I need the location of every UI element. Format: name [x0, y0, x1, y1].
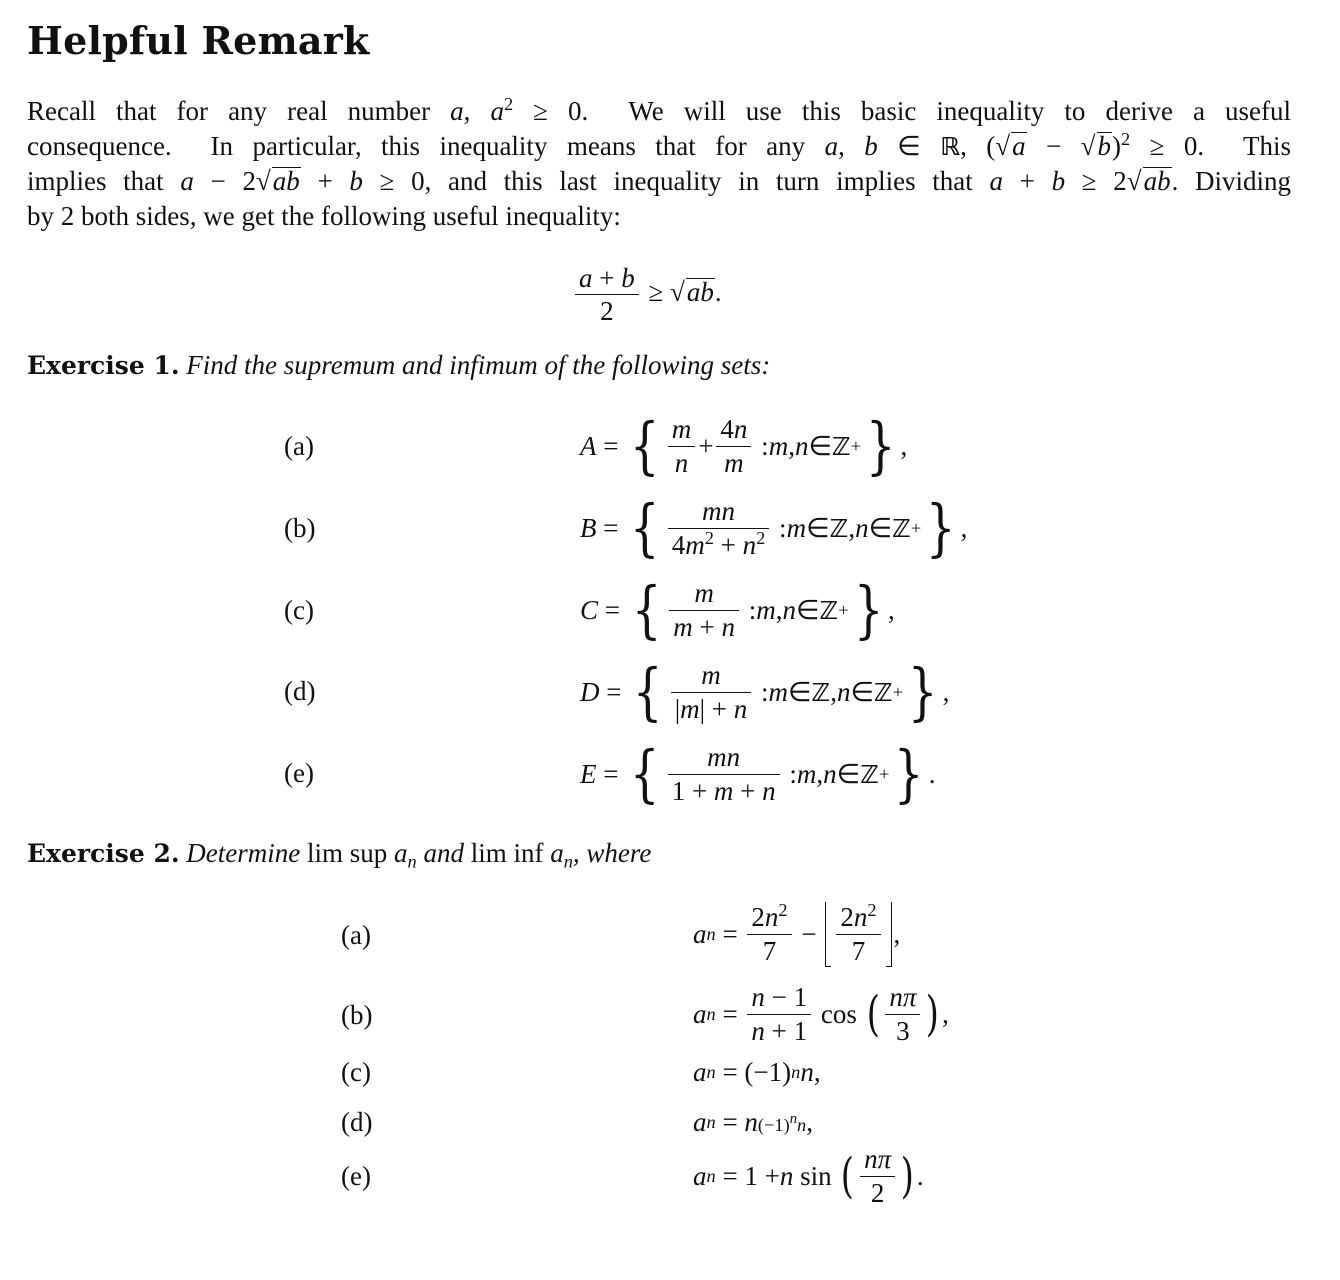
ex1-item-e-expression: E = { $\frac{mn}{1 + m + n}$ : m , n ∈ ℤ + } .: [580, 737, 936, 810]
ex2-item-a-label: (a): [341, 920, 371, 950]
exercise-2-heading: Exercise 2. Determine lim sup $a_n$ and lim inf $a_n$, where: [27, 838, 652, 872]
ex1-item-d-label: (d): [284, 676, 316, 706]
exercise-1-heading: [27, 350, 770, 381]
ex2-item-e-label: (e): [341, 1161, 371, 1191]
ex1-item-a-expression: A = { $\frac{m}{n}$ + $\frac{4n}{m}$ : m , n ∈ ℤ + } ,: [580, 409, 908, 482]
ex2-item-a-expression: a n = $\frac{2n^2}{7}$ − $\frac{2n^2}{7}$ ,: [693, 900, 901, 966]
ex2-item-c-label: (c): [341, 1057, 371, 1087]
remark-line-3: implies that a − 2√ab + b ≥ 0, and this last inequality in turn implies that a + b ≥ 2√ab. Dividing: [27, 166, 1292, 196]
ex1-item-c-label: (c): [284, 595, 314, 625]
ex1-item-c-expression: C = { $\frac{m}{m + n}$ : m , n ∈ ℤ + } ,: [580, 573, 895, 646]
am-gm-equation: $\frac{a + b}{2}$ ≥ √ab.: [572, 262, 722, 328]
ex1-item-b-label: (b): [284, 513, 316, 543]
remark-line-1: Recall that for any real number a, $a^2 \ge 0$. We will use this basic inequality to derive a useful: [27, 93, 1291, 126]
ex2-item-e-expression: a n = 1 + n sin ( $\frac{n\pi}{2}$ ) .: [693, 1144, 924, 1208]
ex2-item-d-expression: a n = n $(-1)^nn$ ,: [693, 1106, 813, 1137]
remark-line-2: consequence. In particular, this inequality means that for any a, b ∈ ℝ, $(√a - √b)^2 \ge 0$. This: [27, 128, 1292, 161]
ex2-item-d-label: (d): [341, 1107, 373, 1137]
ex1-item-b-expression: B = { $\frac{mn}{4m^2 + n^2}$ : m ∈ ℤ , n ∈ ℤ + } ,: [580, 491, 968, 564]
ex1-item-d-expression: D = { $\frac{m}{|m| + n}$ : m ∈ ℤ , n ∈ ℤ + } ,: [580, 655, 950, 728]
ex1-item-a-label: (a): [284, 431, 314, 461]
ex1-item-e-label: (e): [284, 758, 314, 788]
exercise-1-statement: Find the supremum and infimum of the following sets:: [186, 350, 771, 380]
ex2-item-b-expression: a n = $\frac{n - 1}{n + 1}$ cos ( $\frac{n\pi}{3}$ ) ,: [693, 982, 949, 1046]
page-title: Helpful Remark: [27, 18, 370, 63]
remark-paragraph: [27, 94, 1291, 234]
exercise-1-label: Exercise 1.: [27, 351, 180, 380]
remark-line-4: by 2 both sides, we get the following useful inequality:: [27, 201, 621, 231]
ex2-item-c-expression: a n = (−1) n n ,: [693, 1056, 821, 1087]
ex2-item-b-label: (b): [341, 1000, 373, 1030]
exercise-2-label: Exercise 2.: [27, 839, 180, 868]
